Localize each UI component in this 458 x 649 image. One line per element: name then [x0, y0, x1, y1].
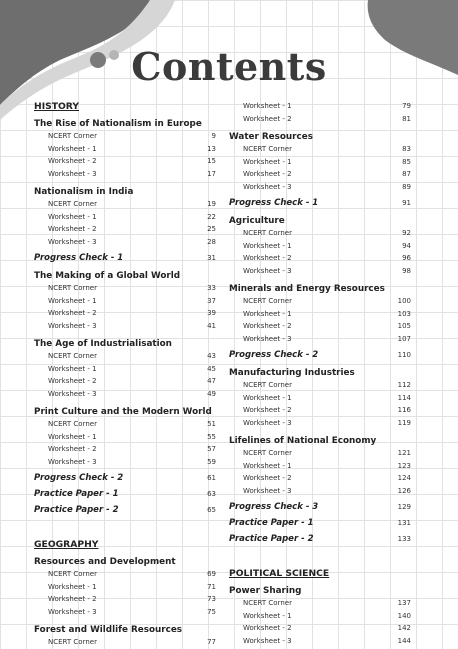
page-number: 59 — [207, 457, 216, 466]
page-number: 92 — [402, 229, 411, 238]
toc-chapter — [229, 282, 411, 295]
toc-section-label: POLITICAL SCIENCE — [229, 567, 330, 579]
page-number: 71 — [207, 582, 216, 591]
toc-item-label: NCERT Corner — [48, 638, 97, 647]
toc-item-label: NCERT Corner — [48, 420, 97, 429]
page-number: 81 — [402, 114, 411, 123]
page-number: 94 — [402, 241, 411, 250]
toc-special-label: Progress Check - 1 — [34, 252, 124, 263]
page-number: 137 — [397, 599, 411, 608]
page-number: 73 — [207, 595, 216, 604]
toc-item-label: NCERT Corner — [48, 284, 97, 293]
toc-chapter — [34, 623, 216, 636]
toc-item-label: Worksheet - 1 — [48, 144, 97, 153]
page-number: 45 — [207, 364, 216, 373]
toc-chapter-label: Manufacturing Industries — [229, 367, 355, 378]
toc-item — [34, 568, 216, 581]
toc-chapter-label: Resources and Development — [34, 556, 176, 567]
page-number: 142 — [397, 624, 411, 633]
page-number: 43 — [207, 352, 216, 361]
page-number: 25 — [207, 225, 216, 234]
toc-item — [229, 181, 411, 194]
toc-item — [229, 227, 411, 240]
toc-chapter-label: Lifelines of National Economy — [229, 435, 377, 446]
toc-item — [229, 635, 411, 648]
page-number: 79 — [402, 102, 411, 111]
page-number: 41 — [207, 321, 216, 330]
toc-item-label: Worksheet - 3 — [48, 607, 97, 616]
toc-chapter — [34, 185, 216, 198]
page-number: 57 — [207, 445, 216, 454]
page-number: 89 — [402, 182, 411, 191]
toc-item — [34, 418, 216, 431]
toc-item-label: Worksheet - 1 — [243, 611, 292, 620]
page-number: 119 — [397, 418, 411, 427]
toc-item — [229, 100, 411, 113]
toc-item — [229, 240, 411, 253]
toc-chapter — [229, 214, 411, 227]
toc-item — [34, 456, 216, 469]
toc-special — [229, 196, 411, 209]
toc-item-label: NCERT Corner — [243, 145, 292, 154]
toc-item — [229, 597, 411, 610]
page-number: 63 — [207, 489, 216, 498]
toc-item — [229, 472, 411, 485]
page-number: 75 — [207, 607, 216, 616]
toc-chapter-label: Print Culture and the Modern World — [34, 406, 212, 417]
page-number: 140 — [397, 611, 411, 620]
toc-chapter-label: The Making of a Global World — [34, 270, 181, 281]
toc-item — [34, 307, 216, 320]
page-number: 39 — [207, 309, 216, 318]
toc-item-label: NCERT Corner — [48, 352, 97, 361]
page-number: 144 — [397, 636, 411, 645]
page-number: 77 — [207, 638, 216, 647]
toc-item — [34, 606, 216, 619]
toc-chapter-label: Nationalism in India — [34, 186, 134, 197]
page-number: 98 — [402, 266, 411, 275]
page-number: 126 — [397, 486, 411, 495]
toc-item — [34, 236, 216, 249]
toc-chapter — [34, 555, 216, 568]
toc-chapter — [34, 117, 216, 130]
toc-item-label: NCERT Corner — [243, 449, 292, 458]
toc-item — [34, 295, 216, 308]
toc-item-label: Worksheet - 2 — [243, 322, 292, 331]
page-number: 129 — [397, 502, 411, 511]
toc-item-label: Worksheet - 2 — [48, 595, 97, 604]
toc-item-label: Worksheet - 3 — [48, 457, 97, 466]
page-number: 15 — [207, 157, 216, 166]
toc-item-label: Worksheet - 2 — [243, 624, 292, 633]
toc-item — [34, 593, 216, 606]
toc-chapter-label: Forest and Wildlife Resources — [34, 624, 183, 635]
page-number: 49 — [207, 389, 216, 398]
page-number: 17 — [207, 169, 216, 178]
page-number: 22 — [207, 212, 216, 221]
toc-special-label: Practice Paper - 1 — [34, 488, 119, 499]
toc-item — [34, 168, 216, 181]
page-number: 114 — [397, 393, 411, 402]
page-number: 91 — [402, 198, 411, 207]
toc-special-label: Practice Paper - 2 — [229, 533, 314, 544]
toc-left-column — [34, 100, 216, 649]
toc-section-label: GEOGRAPHY — [34, 538, 99, 550]
toc-item-label: Worksheet - 2 — [48, 309, 97, 318]
page-number: 105 — [397, 322, 411, 331]
page-number: 121 — [397, 449, 411, 458]
toc-item — [34, 211, 216, 224]
toc-item-label: Worksheet - 2 — [243, 170, 292, 179]
toc-item — [34, 581, 216, 594]
toc-item — [34, 143, 216, 156]
toc-special — [34, 487, 216, 500]
page-number: 33 — [207, 284, 216, 293]
toc-chapter — [229, 584, 411, 597]
toc-chapter-label: Power Sharing — [229, 585, 302, 596]
toc-item-label: Worksheet - 2 — [48, 377, 97, 386]
page-number: 110 — [397, 350, 411, 359]
page-number: 9 — [211, 132, 216, 141]
toc-item — [229, 392, 411, 405]
toc-item — [229, 460, 411, 473]
toc-right-column — [229, 100, 411, 647]
toc-item-label: NCERT Corner — [48, 132, 97, 141]
toc-item — [229, 156, 411, 169]
toc-item — [229, 265, 411, 278]
toc-chapter-label: The Rise of Nationalism in Europe — [34, 118, 202, 129]
toc-item — [34, 198, 216, 211]
toc-chapter — [229, 130, 411, 143]
toc-item — [34, 636, 216, 649]
toc-item — [229, 485, 411, 498]
toc-item-label: Worksheet - 1 — [48, 296, 97, 305]
toc-item — [229, 308, 411, 321]
toc-item — [34, 443, 216, 456]
toc-chapter-label: Minerals and Energy Resources — [229, 283, 385, 294]
toc-item — [34, 431, 216, 444]
page-number: 61 — [207, 473, 216, 482]
toc-item-label: NCERT Corner — [48, 570, 97, 579]
toc-item-label: Worksheet - 3 — [48, 237, 97, 246]
page-number: 133 — [397, 534, 411, 543]
toc-item-label: Worksheet - 2 — [243, 254, 292, 263]
toc-special — [229, 516, 411, 529]
toc-item-label: Worksheet - 1 — [48, 432, 97, 441]
toc-item — [229, 168, 411, 181]
toc-item — [34, 388, 216, 401]
toc-special-label: Practice Paper - 1 — [229, 517, 314, 528]
toc-item — [34, 282, 216, 295]
toc-item — [229, 379, 411, 392]
toc-item-label: Worksheet - 3 — [48, 321, 97, 330]
page-number: 131 — [397, 518, 411, 527]
toc-item — [229, 404, 411, 417]
toc-chapter-label: The Age of Industrialisation — [34, 338, 172, 349]
toc-special — [34, 251, 216, 264]
page-number: 55 — [207, 432, 216, 441]
toc-item — [229, 333, 411, 346]
toc-item-label: Worksheet - 2 — [48, 445, 97, 454]
toc-item-label: Worksheet - 1 — [243, 157, 292, 166]
toc-item-label: Worksheet - 3 — [243, 266, 292, 275]
toc-chapter-label: Water Resources — [229, 131, 313, 142]
page-number: 103 — [397, 309, 411, 318]
page-number: 51 — [207, 420, 216, 429]
page-number: 100 — [397, 297, 411, 306]
toc-special — [34, 471, 216, 484]
toc-item-label: Worksheet - 1 — [48, 582, 97, 591]
toc-item-label: NCERT Corner — [243, 599, 292, 608]
toc-item-label: Worksheet - 3 — [48, 169, 97, 178]
toc-item-label: Worksheet - 3 — [243, 334, 292, 343]
toc-item — [34, 155, 216, 168]
page-number: 116 — [397, 406, 411, 415]
page-title: Contents — [131, 44, 327, 89]
toc-item — [34, 223, 216, 236]
toc-item — [229, 320, 411, 333]
toc-item — [229, 295, 411, 308]
page-number: 65 — [207, 505, 216, 514]
toc-special-label: Progress Check - 2 — [229, 349, 319, 360]
page-number: 31 — [207, 253, 216, 262]
toc-section — [34, 100, 216, 112]
toc-item-label: Worksheet - 2 — [243, 406, 292, 415]
toc-item-label: Worksheet - 1 — [243, 461, 292, 470]
toc-chapter — [229, 434, 411, 447]
page-number: 69 — [207, 570, 216, 579]
toc-item — [229, 143, 411, 156]
toc-item-label: Worksheet - 3 — [243, 418, 292, 427]
toc-item — [229, 417, 411, 430]
toc-item-label: Worksheet - 1 — [48, 364, 97, 373]
toc-item-label: Worksheet - 3 — [243, 486, 292, 495]
toc-item-label: Worksheet - 1 — [243, 241, 292, 250]
toc-special-label: Progress Check - 3 — [229, 501, 319, 512]
toc-section — [34, 538, 216, 550]
toc-item-label: Worksheet - 1 — [243, 309, 292, 318]
page-number: 47 — [207, 377, 216, 386]
toc-item-label: Worksheet - 3 — [48, 389, 97, 398]
page-number: 124 — [397, 474, 411, 483]
toc-item-label: Worksheet - 2 — [48, 157, 97, 166]
toc-chapter-label: Agriculture — [229, 215, 285, 226]
toc-item-label: Worksheet - 2 — [243, 474, 292, 483]
toc-special-label: Practice Paper - 2 — [34, 504, 119, 515]
toc-item — [229, 113, 411, 126]
page-number: 19 — [207, 200, 216, 209]
page-number: 85 — [402, 157, 411, 166]
page-number: 96 — [402, 254, 411, 263]
toc-item-label: Worksheet - 3 — [243, 182, 292, 191]
toc-chapter — [34, 405, 216, 418]
toc-item — [229, 622, 411, 635]
toc-item-label: Worksheet - 2 — [243, 114, 292, 123]
toc-special — [34, 503, 216, 516]
toc-item-label: NCERT Corner — [243, 229, 292, 238]
page-number: 28 — [207, 237, 216, 246]
toc-section — [229, 567, 411, 579]
page-number: 37 — [207, 296, 216, 305]
page-number: 13 — [207, 144, 216, 153]
toc-item-label: Worksheet - 3 — [243, 636, 292, 645]
page-number: 83 — [402, 145, 411, 154]
toc-special-label: Progress Check - 2 — [34, 472, 124, 483]
toc-item — [34, 363, 216, 376]
toc-item — [34, 320, 216, 333]
page-number: 107 — [397, 334, 411, 343]
page-number: 112 — [397, 381, 411, 390]
toc-chapter — [34, 337, 216, 350]
page-number: 87 — [402, 170, 411, 179]
toc-special — [229, 500, 411, 513]
toc-special — [229, 532, 411, 545]
toc-chapter — [34, 269, 216, 282]
toc-chapter — [229, 366, 411, 379]
toc-item-label: NCERT Corner — [48, 200, 97, 209]
toc-item-label: Worksheet - 1 — [48, 212, 97, 221]
toc-item — [229, 447, 411, 460]
toc-item — [229, 610, 411, 623]
toc-item — [229, 252, 411, 265]
toc-item-label: Worksheet - 1 — [243, 393, 292, 402]
toc-special — [229, 348, 411, 361]
toc-item — [34, 375, 216, 388]
toc-item-label: NCERT Corner — [243, 297, 292, 306]
page-number: 123 — [397, 461, 411, 470]
toc-item — [34, 130, 216, 143]
toc-item-label: NCERT Corner — [243, 381, 292, 390]
toc-item-label: Worksheet - 2 — [48, 225, 97, 234]
toc-section-label: HISTORY — [34, 100, 80, 112]
toc-special-label: Progress Check - 1 — [229, 197, 319, 208]
toc-item — [34, 350, 216, 363]
toc-item-label: Worksheet - 1 — [243, 102, 292, 111]
